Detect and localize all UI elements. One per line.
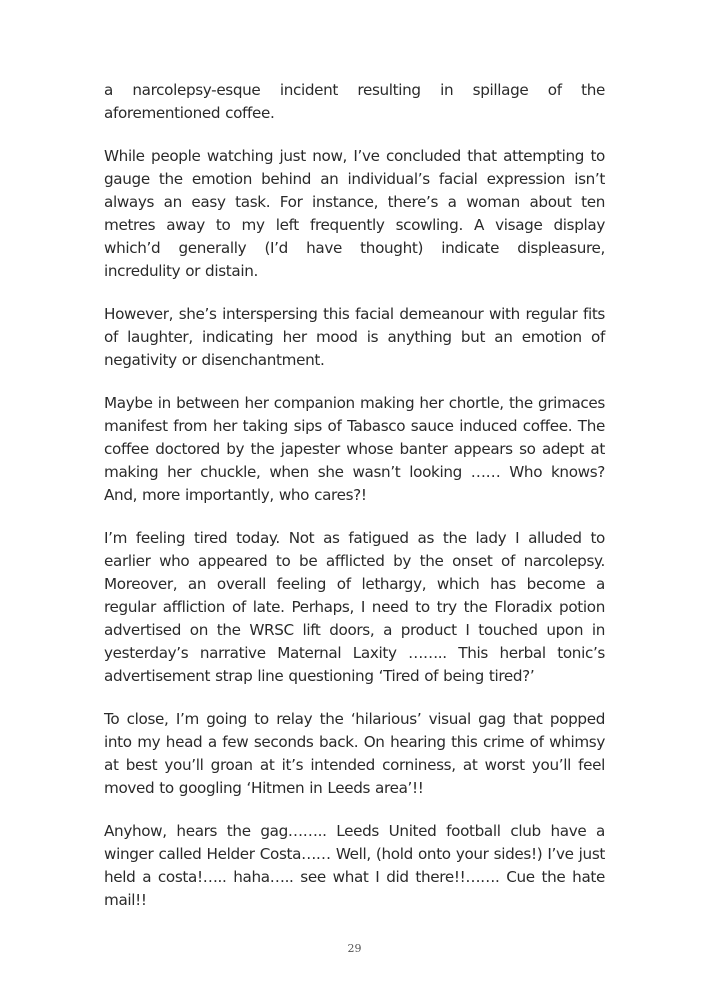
paragraph-1: a narcolepsy-esque incident resulting in spillage of the aforementioned coffee. <box>104 81 605 122</box>
paragraph-7: Anyhow, hears the gag…….. Leeds United football club have a winger called Helder Costa…… Well, (hold onto your sides!) I’ve just held a costa!….. haha….. see what I did there!!……. Cue the hate mail!! <box>104 822 605 909</box>
body-text <box>104 79 605 932</box>
paragraph-3: However, she’s interspersing this facial demeanour with regular fits of laughter, indicating her mood is anything but an emotion of negativity or disenchantment. <box>104 305 605 369</box>
paragraph-5: I’m feeling tired today. Not as fatigued as the lady I alluded to earlier who appeared to be afflicted by the onset of narcolepsy. Moreover, an overall feeling of lethargy, which has become a regular affliction of late. Perhaps, I need to try the Floradix potion advertised on the WRSC lift doors, a product I touched upon in yesterday’s narrative Maternal Laxity …….. This herbal tonic’s advertisement strap line questioning ‘Tired of being tired?’ <box>104 529 605 685</box>
page-number: 29 <box>347 942 362 955</box>
paragraph-2: While people watching just now, I’ve concluded that attempting to gauge the emotion behind an individual’s facial expression isn’t always an easy task. For instance, there’s a woman about ten metres away to my left frequently scowling. A visage display which’d generally (I’d have thought) indicate displeasure, incredulity or distain. <box>104 147 605 280</box>
paragraph-6: To close, I’m going to relay the ‘hilarious’ visual gag that popped into my head a few seconds back. On hearing this crime of whimsy at best you’ll groan at it’s intended corniness, at worst you’ll feel moved to googling ‘Hitmen in Leeds area’!! <box>104 710 605 797</box>
paragraph-4: Maybe in between her companion making her chortle, the grimaces manifest from her taking sips of Tabasco sauce induced coffee. The coffee doctored by the japester whose banter appears so adept at making her chuckle, when she wasn’t looking …… Who knows? And, more importantly, who cares?! <box>104 394 605 504</box>
